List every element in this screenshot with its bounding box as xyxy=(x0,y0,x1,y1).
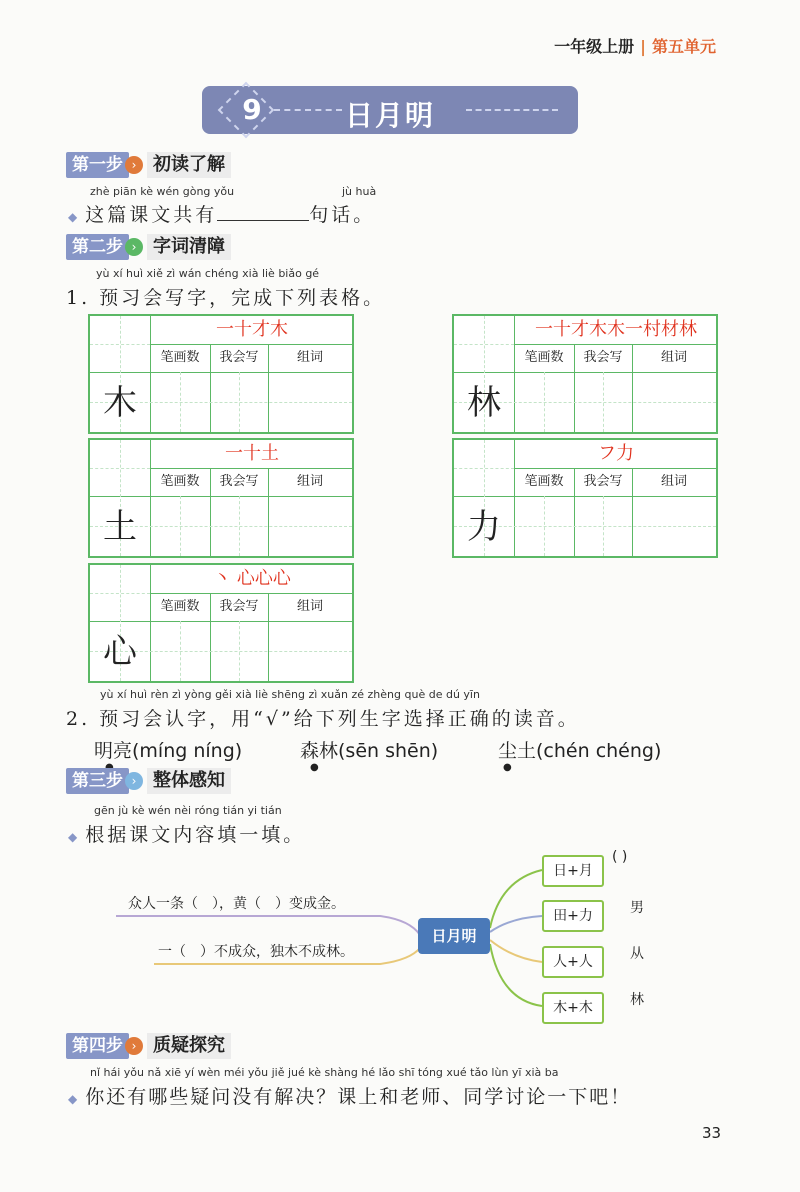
page-number: 33 xyxy=(702,1124,722,1142)
step1-question xyxy=(68,200,375,227)
mindmap-left-1: 众人一条（ ），黄（ ）变成金。 xyxy=(128,896,345,912)
grid-guide xyxy=(544,496,545,556)
mindmap-box-4: 木+木 xyxy=(542,992,604,1024)
grid-guide xyxy=(90,344,150,345)
header-strokes: 笔画数 xyxy=(160,350,200,365)
stroke-order: 一十土 xyxy=(225,443,279,464)
reading-word: 森林 xyxy=(300,740,339,762)
q4-question xyxy=(68,1082,631,1109)
mindmap-answer-1[interactable]: ( ) xyxy=(612,849,628,865)
bullet-icon: ◆ xyxy=(68,1092,78,1106)
char-grid-4 xyxy=(452,438,718,558)
grid-guide xyxy=(239,621,240,681)
grid-guide xyxy=(90,593,150,594)
grade-label: 一年级上册 xyxy=(554,37,635,56)
step2-heading xyxy=(66,234,231,260)
header-words: 组词 xyxy=(296,599,323,614)
page-header xyxy=(554,34,716,57)
mindmap-answer-2: 男 xyxy=(630,900,644,916)
step4-heading xyxy=(66,1033,231,1059)
model-char: 木 xyxy=(103,383,137,423)
header-write: 我会写 xyxy=(583,474,623,489)
step4-label: 第四步 xyxy=(66,1033,129,1059)
grid-line xyxy=(150,565,151,681)
step2-label: 第二步 xyxy=(66,234,129,260)
mindmap-branches xyxy=(0,840,800,1040)
grid-guide xyxy=(603,372,604,432)
q3-text: 根据课文内容填一填。 xyxy=(85,824,306,846)
grid-guide xyxy=(454,344,514,345)
q1-pinyin: yù xí huì xiě zì wán chéng xià liè biǎo gé xyxy=(96,267,320,280)
step3-heading xyxy=(66,768,231,794)
model-char: 土 xyxy=(103,507,137,547)
char-grid-5 xyxy=(88,563,354,683)
header-words: 组词 xyxy=(296,474,323,489)
mindmap-box-1: 日+月 xyxy=(542,855,604,887)
emphasis-dot: ● xyxy=(503,762,512,773)
step1-pinyin-b: jù huà xyxy=(342,185,377,198)
unit-label: 第五单元 xyxy=(651,37,716,56)
model-char: 力 xyxy=(467,507,501,547)
q1-text: 1. 预习会写字，完成下列表格。 xyxy=(66,287,386,309)
lesson-title: 日月明 xyxy=(344,99,435,132)
mindmap-box-3: 人+人 xyxy=(542,946,604,978)
header-strokes: 笔画数 xyxy=(160,474,200,489)
stroke-order: 一十才木 xyxy=(216,319,288,340)
reading-options[interactable]: (míng níng) xyxy=(132,740,243,762)
q3-pinyin: gēn jù kè wén nèi róng tián yi tián xyxy=(94,804,282,817)
q2-text: 2. 预习会认字，用“√”给下列生字选择正确的读音。 xyxy=(66,708,580,730)
reading-word: 明亮 xyxy=(94,740,133,762)
grid-line xyxy=(90,372,352,373)
header-write: 我会写 xyxy=(219,599,259,614)
mindmap-center: 日月明 xyxy=(418,918,490,954)
q4-text: 你还有哪些疑问没有解决？课上和老师、同学讨论一下吧！ xyxy=(85,1086,632,1108)
arrow-icon: › xyxy=(125,238,143,256)
arrow-icon: › xyxy=(125,156,143,174)
reading-3 xyxy=(498,736,661,763)
header-words: 组词 xyxy=(296,350,323,365)
stroke-order: フ力 xyxy=(598,443,634,464)
grid-guide xyxy=(603,496,604,556)
mindmap-answer-3: 从 xyxy=(630,946,644,962)
reading-1 xyxy=(94,736,242,763)
q2-pinyin: yù xí huì rèn zì yòng gěi xià liè shēng zì xuǎn zé zhèng què de dú yīn xyxy=(100,688,480,701)
grid-line xyxy=(454,372,716,373)
step3-name: 整体感知 xyxy=(147,768,231,794)
q4-pinyin: nǐ hái yǒu nǎ xiē yí wèn méi yǒu jiě jué kè shàng hé lǎo shī tóng xué tǎo lùn yī xià ba xyxy=(90,1066,559,1079)
reading-options[interactable]: (sēn shēn) xyxy=(338,740,439,762)
header-strokes: 笔画数 xyxy=(524,474,564,489)
step1-text-b: 句话。 xyxy=(309,204,376,226)
grid-line xyxy=(454,496,716,497)
arrow-icon: › xyxy=(125,772,143,790)
grid-guide xyxy=(239,496,240,556)
grid-line xyxy=(90,621,352,622)
grid-guide xyxy=(90,468,150,469)
header-words: 组词 xyxy=(660,350,687,365)
reading-word: 尘土 xyxy=(498,740,537,762)
lesson-banner xyxy=(202,86,578,134)
char-grid-2 xyxy=(452,314,718,434)
header-words: 组词 xyxy=(660,474,687,489)
grid-line xyxy=(90,496,352,497)
grid-guide xyxy=(454,468,514,469)
reading-options[interactable]: (chén chéng) xyxy=(536,740,662,762)
grid-line xyxy=(514,316,515,432)
mindmap-left-2: 一（ ）不成众，独木不成林。 xyxy=(158,944,354,960)
grid-guide xyxy=(180,496,181,556)
step2-name: 字词清障 xyxy=(147,234,231,260)
mindmap-answer-4: 林 xyxy=(630,992,644,1008)
mindmap-box-2: 田+力 xyxy=(542,900,604,932)
model-char: 心 xyxy=(103,632,137,672)
header-write: 我会写 xyxy=(219,350,259,365)
header-divider: | xyxy=(640,37,646,56)
header-strokes: 笔画数 xyxy=(160,599,200,614)
step1-text-a: 这篇课文共有 xyxy=(85,204,218,226)
lesson-number: 9 xyxy=(242,93,262,126)
grid-guide xyxy=(180,372,181,432)
emphasis-dot: ● xyxy=(310,762,319,773)
grid-guide xyxy=(544,372,545,432)
header-strokes: 笔画数 xyxy=(524,350,564,365)
header-write: 我会写 xyxy=(219,474,259,489)
stroke-order: 丶 心心心 xyxy=(213,568,291,589)
char-grid-3 xyxy=(88,438,354,558)
answer-blank[interactable] xyxy=(217,202,309,221)
step1-name: 初读了解 xyxy=(147,152,231,178)
model-char: 林 xyxy=(467,383,501,423)
step1-heading xyxy=(66,152,231,178)
step4-name: 质疑探究 xyxy=(147,1033,231,1059)
reading-2 xyxy=(300,736,438,763)
bullet-icon: ◆ xyxy=(68,210,78,224)
header-write: 我会写 xyxy=(583,350,623,365)
arrow-icon: › xyxy=(125,1037,143,1055)
banner-dash-right xyxy=(466,109,558,111)
grid-line xyxy=(150,316,151,432)
step1-label: 第一步 xyxy=(66,152,129,178)
grid-guide xyxy=(180,621,181,681)
grid-guide xyxy=(239,372,240,432)
step3-label: 第三步 xyxy=(66,768,129,794)
char-grid-1 xyxy=(88,314,354,434)
step1-pinyin-a: zhè piān kè wén gòng yǒu xyxy=(90,185,235,198)
grid-line xyxy=(150,440,151,556)
bullet-icon: ◆ xyxy=(68,830,78,844)
stroke-order: 一十才木木一村材林 xyxy=(535,319,697,340)
grid-line xyxy=(514,440,515,556)
